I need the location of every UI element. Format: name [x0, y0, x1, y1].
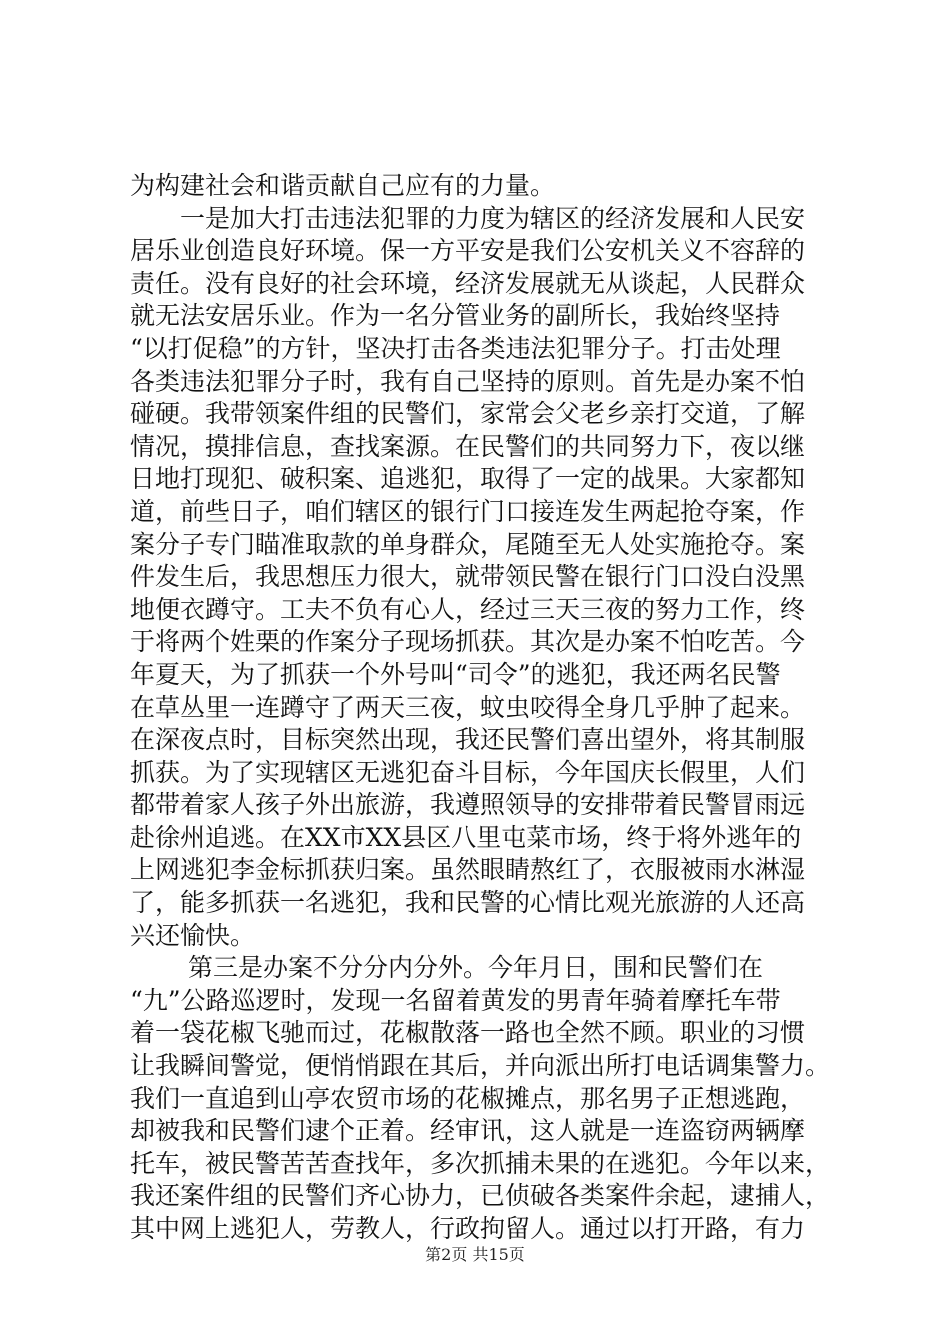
text-line: 着一袋花椒飞驰而过，花椒散落一路也全然不顾。职业的习惯 [130, 1018, 806, 1048]
text-line: 日地打现犯、破积案、追逃犯，取得了一定的战果。大家都知 [130, 464, 806, 494]
text-line: 我们一直追到山亭农贸市场的花椒摊点，那名男子正想逃跑， [130, 1083, 806, 1113]
text-line: 却被我和民警们逮个正着。经审讯，这人就是一连盗窃两辆摩 [130, 1116, 806, 1146]
text-line: 抓获。为了实现辖区无逃犯奋斗目标，今年国庆长假里，人们 [130, 757, 806, 787]
text-line: 其中网上逃犯人，劳教人，行政拘留人。通过以打开路，有力 [130, 1214, 806, 1243]
text-line: 件发生后，我思想压力很大，就带领民警在银行门口没白没黑 [130, 562, 806, 592]
text-line: 赴徐州追逃。在XX市XX县区八里屯菜市场，终于将外逃年的 [130, 822, 802, 852]
text-line: 各类违法犯罪分子时，我有自己坚持的原则。首先是办案不怕 [130, 366, 806, 396]
text-line: 在草丛里一连蹲守了两天三夜，蚊虫咬得全身几乎肿了起来。 [130, 692, 806, 722]
text-line: 让我瞬间警觉，便悄悄跟在其后，并向派出所打电话调集警力。 [130, 1051, 831, 1081]
text-line: 了，能多抓获一名逃犯，我和民警的心情比观光旅游的人还高 [130, 888, 806, 918]
text-line: 道，前些日子，咱们辖区的银行门口接连发生两起抢夺案，作 [130, 496, 806, 526]
text-line: 我还案件组的民警们齐心协力，已侦破各类案件余起，逮捕人， [130, 1181, 831, 1211]
text-line: 碰硬。我带领案件组的民警们，家常会父老乡亲打交道，了解 [130, 399, 806, 429]
body-text [130, 170, 850, 1246]
page-number: 第2页 共15页 [425, 1245, 525, 1264]
text-line: 年夏天，为了抓获一个外号叫“司令”的逃犯，我还两名民警 [130, 659, 781, 689]
text-line: 在深夜点时，目标突然出现，我还民警们喜出望外，将其制服 [130, 725, 806, 755]
text-line: 责任。没有良好的社会环境，经济发展就无从谈起，人民群众 [130, 268, 806, 298]
text-line: 情况，摸排信息，查找案源。在民警们的共同努力下，夜以继 [130, 431, 806, 461]
page-footer [0, 1242, 950, 1265]
text-line: 为构建社会和谐贡献自己应有的力量。 [130, 171, 556, 200]
text-line: 兴还愉快。 [130, 920, 256, 950]
text-line: 上网逃犯李金标抓获归案。虽然眼睛熬红了，衣服被雨水淋湿 [130, 855, 806, 885]
text-line: 于将两个姓栗的作案分子现场抓获。其次是办案不怕吃苦。今 [130, 627, 806, 657]
text-line: 第三是办案不分分内分外。今年月日，围和民警们在 [130, 953, 763, 983]
text-line: 一是加大打击违法犯罪的力度为辖区的经济发展和人民安 [130, 203, 806, 233]
text-line: 地便衣蹲守。工夫不负有心人，经过三天三夜的努力工作，终 [130, 594, 806, 624]
text-line: “以打促稳”的方针，坚决打击各类违法犯罪分子。打击处理 [130, 333, 781, 363]
text-line: 托车，被民警苦苦查找年，多次抓捕未果的在逃犯。今年以来， [130, 1148, 831, 1178]
text-line: 都带着家人孩子外出旅游，我遵照领导的安排带着民警冒雨远 [130, 790, 806, 820]
text-line: 居乐业创造良好环境。保一方平安是我们公安机关义不容辞的 [130, 236, 806, 266]
text-line: “九”公路巡逻时，发现一名留着黄发的男青年骑着摩托车带 [130, 985, 781, 1015]
text-line: 案分子专门瞄准取款的单身群众，尾随至无人处实施抢夺。案 [130, 529, 806, 559]
text-line: 就无法安居乐业。作为一名分管业务的副所长，我始终坚持 [130, 301, 781, 331]
